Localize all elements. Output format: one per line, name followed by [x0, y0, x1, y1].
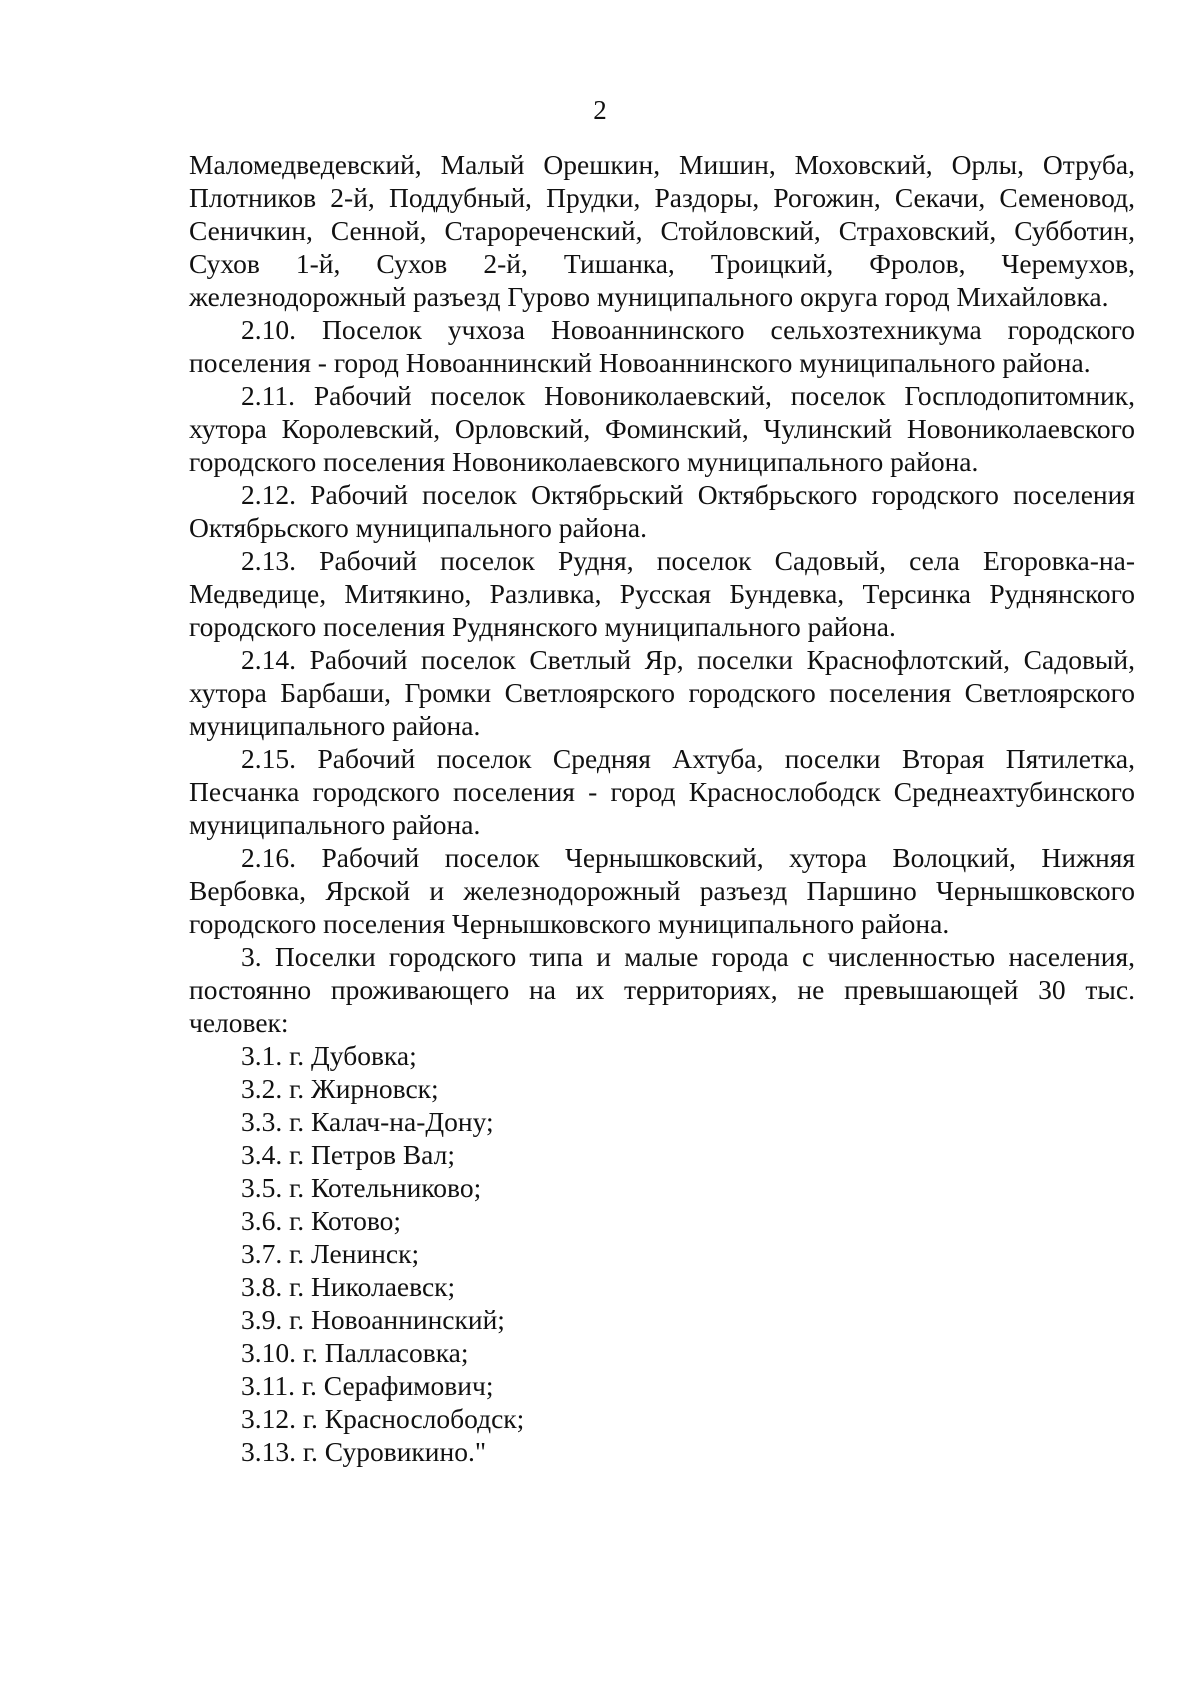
paragraph-2-14: 2.14. Рабочий поселок Светлый Яр, поселки Краснофлотский, Садовый, хутора Барбаши, Громки Светлоярского городского поселения Светлоярского муниципального района. [189, 644, 1135, 741]
list-item: 3.11. г. Серафимович; [241, 1370, 494, 1401]
paragraph-2-13: 2.13. Рабочий поселок Рудня, поселок Садовый, села Егоровка-на-Медведице, Митякино, Разливка, Русская Бундевка, Терсинка Руднянского городского поселения Руднянского муниципального района. [189, 545, 1135, 642]
list-item: 3.6. г. Котово; [241, 1205, 402, 1236]
document-body [189, 148, 1135, 1468]
paragraph-2-15: 2.15. Рабочий поселок Средняя Ахтуба, поселки Вторая Пятилетка, Песчанка городского поселения - город Краснослободск Среднеахтубинского муниципального района. [189, 743, 1135, 840]
paragraph-3: 3. Поселки городского типа и малые города с численностью населения, постоянно проживающего на их территориях, не превышающей 30 тыс. человек: [189, 941, 1135, 1038]
list-item: 3.8. г. Николаевск; [241, 1271, 456, 1302]
page-number: 2 [593, 95, 607, 125]
list-item: 3.10. г. Палласовка; [241, 1337, 469, 1368]
list-item: 3.7. г. Ленинск; [241, 1238, 420, 1269]
list-item: 3.5. г. Котельниково; [241, 1172, 482, 1203]
list-item: 3.1. г. Дубовка; [241, 1040, 417, 1071]
paragraph-2-12: 2.12. Рабочий поселок Октябрьский Октябрьского городского поселения Октябрьского муниципального района. [189, 479, 1135, 543]
paragraph-2-11: 2.11. Рабочий поселок Новониколаевский, поселок Госплодопитомник, хутора Королевский, Орловский, Фоминский, Чулинский Новониколаевского городского поселения Новониколаевского муниципального района. [189, 380, 1135, 477]
towns-list [189, 1039, 1135, 1468]
list-item: 3.3. г. Калач-на-Дону; [241, 1106, 494, 1137]
list-item: 3.13. г. Суровикино." [241, 1436, 487, 1467]
list-item: 3.12. г. Краснослободск; [241, 1403, 525, 1434]
list-item: 3.4. г. Петров Вал; [241, 1139, 455, 1170]
paragraph-2-16: 2.16. Рабочий поселок Чернышковский, хутора Волоцкий, Нижняя Вербовка, Ярской и железнодорожный разъезд Паршино Чернышковского городского поселения Чернышковского муниципального района. [189, 842, 1135, 939]
paragraph-2-10: 2.10. Поселок учхоза Новоаннинского сельхозтехникума городского поселения - город Новоаннинский Новоаннинского муниципального района. [189, 314, 1135, 378]
list-item: 3.9. г. Новоаннинский; [241, 1304, 505, 1335]
paragraph-continuation: Маломедведевский, Малый Орешкин, Мишин, Моховский, Орлы, Отруба, Плотников 2-й, Поддубный, Прудки, Раздоры, Рогожин, Секачи, Семеновод, Сеничкин, Сенной, Старореченский, Стойловский, Страховский, Субботин, Сухов 1-й, Сухов 2-й, Тишанка, Троицкий, Фролов, Черемухов, железнодорожный разъезд Гурово муниципального округа город Михайловка. [189, 149, 1135, 312]
list-item: 3.2. г. Жирновск; [241, 1073, 439, 1104]
